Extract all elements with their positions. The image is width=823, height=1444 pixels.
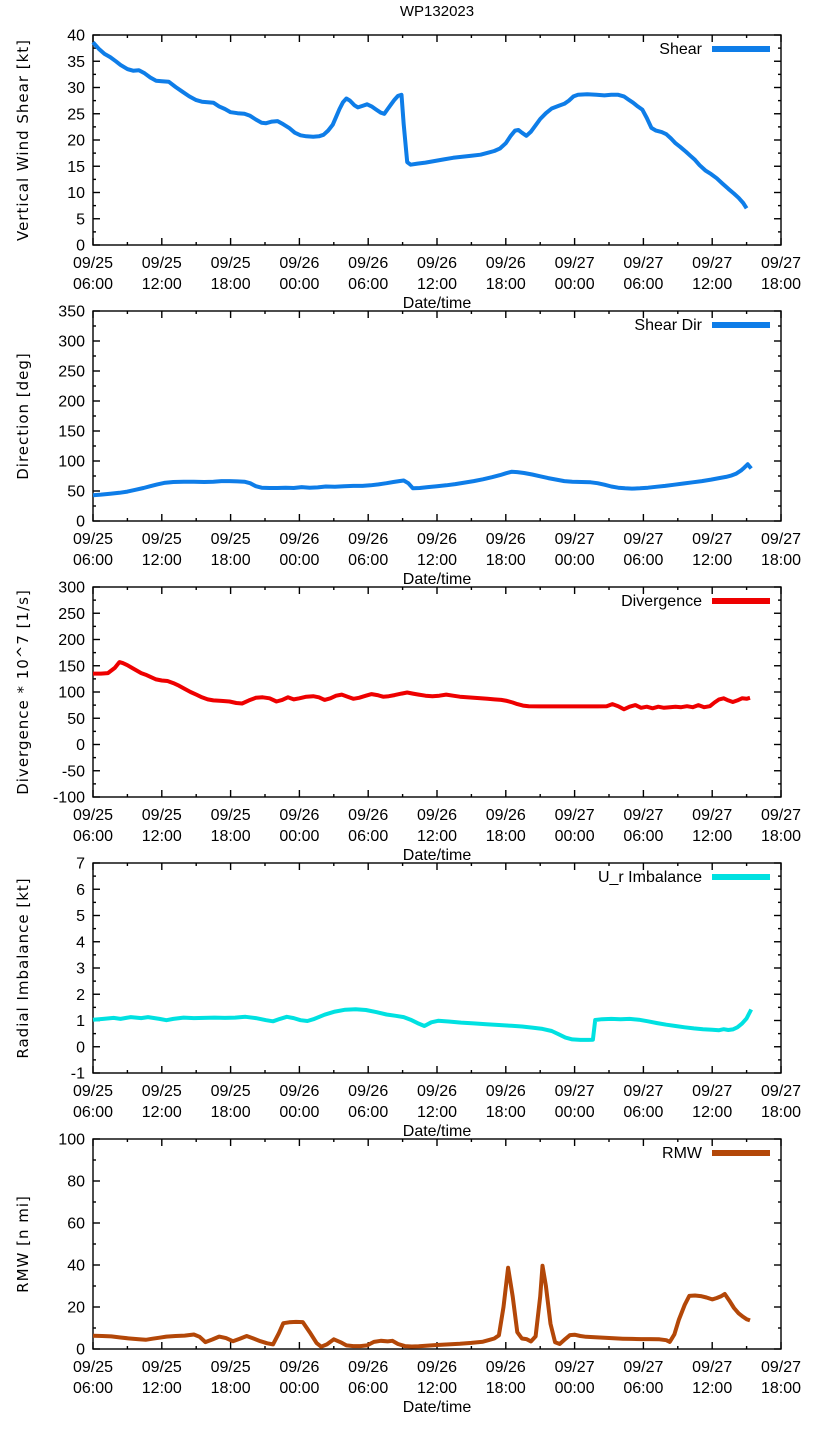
x-tick-label-date: 09/26 [279,255,320,272]
x-tick-label-date: 09/26 [279,1359,320,1376]
x-tick-label-date: 09/25 [141,1359,182,1376]
y-tick-label: 15 [67,158,85,176]
x-tick-label-time: 12:00 [141,276,182,293]
x-tick-label-date: 09/27 [760,1359,802,1376]
y-tick-label: 5 [76,908,85,925]
x-tick-label-date: 09/26 [485,807,526,824]
y-tick-label: 6 [76,881,85,899]
x-tick-label-time: 18:00 [210,276,251,293]
x-tick-label-date: 09/27 [623,1359,664,1376]
y-tick-label: 100 [58,1131,85,1149]
x-tick-label-time: 06:00 [348,1104,389,1121]
y-axis-label-shear-dir: Direction [deg] [14,352,32,480]
x-tick-label-date: 09/25 [141,807,182,824]
x-tick-label-date: 09/26 [416,1359,458,1376]
x-tick-label-date: 09/27 [692,807,733,824]
x-tick-label-time: 18:00 [485,276,526,293]
y-tick-label: 0 [76,1039,85,1057]
x-tick-label-date: 09/26 [279,531,320,548]
x-tick-label-time: 18:00 [210,552,251,569]
x-tick-label-date: 09/26 [348,255,389,272]
y-tick-label: -50 [61,763,85,781]
plot-frame-ur-imbalance [93,863,781,1073]
y-tick-label: 50 [67,710,85,728]
x-tick-label-time: 12:00 [416,1380,458,1397]
x-tick-label-time: 00:00 [554,1380,595,1397]
y-tick-label: 5 [76,211,85,229]
y-tick-label: 100 [58,684,85,702]
plot-frame-shear-dir [93,311,781,521]
x-tick-label-time: 12:00 [692,1380,733,1397]
y-tick-label: 4 [76,934,85,952]
y-axis-label-rmw: RMW [n mi] [14,1195,32,1293]
x-tick-label-date: 09/26 [485,1083,526,1100]
series-line-shear [93,42,747,208]
plot-frame-divergence [93,587,781,797]
x-tick-label-date: 09/26 [485,255,526,272]
y-tick-label: 250 [58,363,85,381]
x-tick-label-time: 12:00 [141,1104,182,1121]
x-tick-label-date: 09/25 [72,255,114,272]
legend-label-rmw: RMW [662,1145,702,1162]
y-tick-label: 40 [67,27,85,45]
x-tick-label-date: 09/26 [279,807,320,824]
x-tick-label-date: 09/27 [760,807,802,824]
x-axis-label: Date/time [402,1399,472,1416]
y-tick-label: 60 [67,1215,85,1233]
x-tick-label-time: 18:00 [760,276,802,293]
y-tick-label: 20 [67,132,85,150]
x-tick-label-date: 09/25 [210,531,251,548]
legend-label-shear-dir: Shear Dir [634,317,702,334]
y-tick-label: 25 [67,106,85,124]
y-tick-label: 0 [76,1341,85,1359]
x-tick-label-time: 12:00 [416,1104,458,1121]
y-tick-label: 250 [58,605,85,623]
x-tick-label-time: 00:00 [554,276,595,293]
y-tick-label: 0 [76,737,85,754]
x-tick-label-date: 09/27 [554,1083,595,1100]
x-tick-label-date: 09/27 [760,255,802,272]
x-tick-label-date: 09/27 [623,807,664,824]
x-tick-label-time: 06:00 [72,1104,114,1121]
x-tick-label-date: 09/25 [210,255,251,272]
x-tick-label-date: 09/25 [210,1359,251,1376]
x-tick-label-time: 18:00 [210,1104,251,1121]
x-tick-label-date: 09/27 [554,1359,595,1376]
x-tick-label-date: 09/25 [141,531,182,548]
x-tick-label-time: 18:00 [760,552,802,569]
x-tick-label-date: 09/27 [554,531,595,548]
x-tick-label-time: 06:00 [623,828,664,845]
x-tick-label-time: 00:00 [279,552,320,569]
x-tick-label-time: 18:00 [485,552,526,569]
x-tick-label-time: 06:00 [72,1380,114,1397]
x-tick-label-date: 09/26 [416,1083,458,1100]
x-axis-label: Date/time [402,295,472,312]
x-tick-label-date: 09/26 [279,1083,320,1100]
x-tick-label-time: 12:00 [416,828,458,845]
x-tick-label-time: 12:00 [141,1380,182,1397]
x-tick-label-date: 09/27 [623,255,664,272]
x-tick-label-date: 09/27 [692,531,733,548]
x-tick-label-time: 18:00 [760,1380,802,1397]
x-tick-label-date: 09/26 [348,1083,389,1100]
series-line-divergence [93,662,750,709]
x-tick-label-time: 12:00 [692,1104,733,1121]
y-tick-label: 300 [58,579,85,597]
y-tick-label: 80 [67,1173,85,1191]
x-tick-label-date: 09/25 [72,807,114,824]
x-tick-label-date: 09/25 [141,1083,182,1100]
x-tick-label-time: 18:00 [485,1104,526,1121]
x-tick-label-date: 09/26 [416,531,458,548]
x-tick-label-date: 09/27 [760,531,802,548]
x-tick-label-time: 06:00 [72,828,114,845]
x-tick-label-date: 09/26 [348,807,389,824]
y-tick-label: 30 [67,80,85,97]
y-axis-label-ur-imbalance: Radial Imbalance [kt] [14,877,32,1059]
x-tick-label-date: 09/27 [692,255,733,272]
y-tick-label: 35 [67,53,85,71]
y-axis-label-shear: Vertical Wind Shear [kt] [14,38,32,242]
x-tick-label-time: 12:00 [416,552,458,569]
x-tick-label-time: 18:00 [210,1380,251,1397]
x-tick-label-time: 18:00 [210,828,251,845]
x-tick-label-time: 12:00 [692,828,733,845]
series-line-ur-imbalance [93,1009,751,1040]
x-tick-label-date: 09/27 [554,255,595,272]
x-tick-label-time: 18:00 [760,828,802,845]
x-tick-label-date: 09/27 [692,1083,733,1100]
legend-label-divergence: Divergence [621,593,702,610]
x-tick-label-time: 06:00 [623,276,664,293]
x-tick-label-time: 12:00 [141,552,182,569]
y-tick-label: 0 [76,237,85,255]
x-tick-label-date: 09/25 [72,531,114,548]
y-tick-label: 300 [58,333,85,351]
x-tick-label-time: 18:00 [760,1104,802,1121]
x-tick-label-time: 06:00 [623,552,664,569]
x-tick-label-date: 09/27 [760,1083,802,1100]
x-tick-label-date: 09/25 [72,1083,114,1100]
x-tick-label-time: 18:00 [485,828,526,845]
x-tick-label-date: 09/26 [485,1359,526,1376]
x-axis-label: Date/time [402,1123,472,1140]
legend-label-ur-imbalance: U_r Imbalance [597,869,702,886]
x-tick-label-date: 09/25 [210,1083,251,1100]
x-tick-label-time: 00:00 [554,828,595,845]
y-tick-label: 350 [58,303,85,321]
x-tick-label-date: 09/27 [554,807,595,824]
x-tick-label-time: 18:00 [485,1380,526,1397]
x-tick-label-time: 00:00 [554,1104,595,1121]
y-tick-label: 3 [76,960,85,978]
x-tick-label-time: 12:00 [416,276,458,293]
x-tick-label-date: 09/25 [72,1359,114,1376]
y-tick-label: 200 [58,632,85,649]
x-tick-label-date: 09/25 [210,807,251,824]
x-tick-label-time: 12:00 [141,828,182,845]
y-tick-label: 150 [58,423,85,441]
y-tick-label: 100 [58,453,85,471]
y-tick-label: 2 [76,986,85,1004]
x-tick-label-date: 09/26 [485,531,526,548]
x-tick-label-date: 09/26 [416,255,458,272]
y-tick-label: 0 [76,513,85,531]
x-tick-label-time: 12:00 [692,552,733,569]
y-tick-label: 40 [67,1257,85,1275]
x-tick-label-date: 09/26 [416,807,458,824]
x-tick-label-time: 00:00 [279,276,320,293]
y-tick-label: 7 [76,855,85,873]
x-tick-label-time: 06:00 [348,552,389,569]
chart-title: WP132023 [399,3,475,20]
x-tick-label-date: 09/27 [623,1083,664,1100]
y-tick-label: 150 [58,658,85,676]
y-tick-label: 1 [76,1013,85,1030]
x-tick-label-time: 00:00 [554,552,595,569]
x-tick-label-date: 09/27 [623,531,664,548]
x-tick-label-time: 00:00 [279,1104,320,1121]
x-axis-label: Date/time [402,847,472,864]
y-tick-label: -1 [70,1065,85,1083]
y-tick-label: 20 [67,1299,85,1317]
x-tick-label-time: 00:00 [279,1380,320,1397]
x-axis-label: Date/time [402,571,472,588]
y-tick-label: -100 [52,789,85,807]
series-line-rmw [93,1266,750,1347]
y-tick-label: 50 [67,483,85,501]
x-tick-label-time: 06:00 [623,1104,664,1121]
x-tick-label-time: 06:00 [348,828,389,845]
series-line-shear-dir [93,464,751,495]
x-tick-label-time: 00:00 [279,828,320,845]
x-tick-label-time: 06:00 [348,1380,389,1397]
legend-label-shear: Shear [659,41,702,58]
x-tick-label-date: 09/26 [348,531,389,548]
x-tick-label-time: 06:00 [623,1380,664,1397]
plot-frame-shear [93,35,781,245]
x-tick-label-date: 09/26 [348,1359,389,1376]
x-tick-label-time: 06:00 [72,276,114,293]
y-tick-label: 200 [58,393,85,411]
x-tick-label-time: 06:00 [72,552,114,569]
x-tick-label-date: 09/25 [141,255,182,272]
x-tick-label-date: 09/27 [692,1359,733,1376]
x-tick-label-time: 06:00 [348,276,389,293]
x-tick-label-time: 12:00 [692,276,733,293]
y-tick-label: 10 [67,185,85,202]
y-axis-label-divergence: Divergence * 10^7 [1/s] [14,589,32,795]
